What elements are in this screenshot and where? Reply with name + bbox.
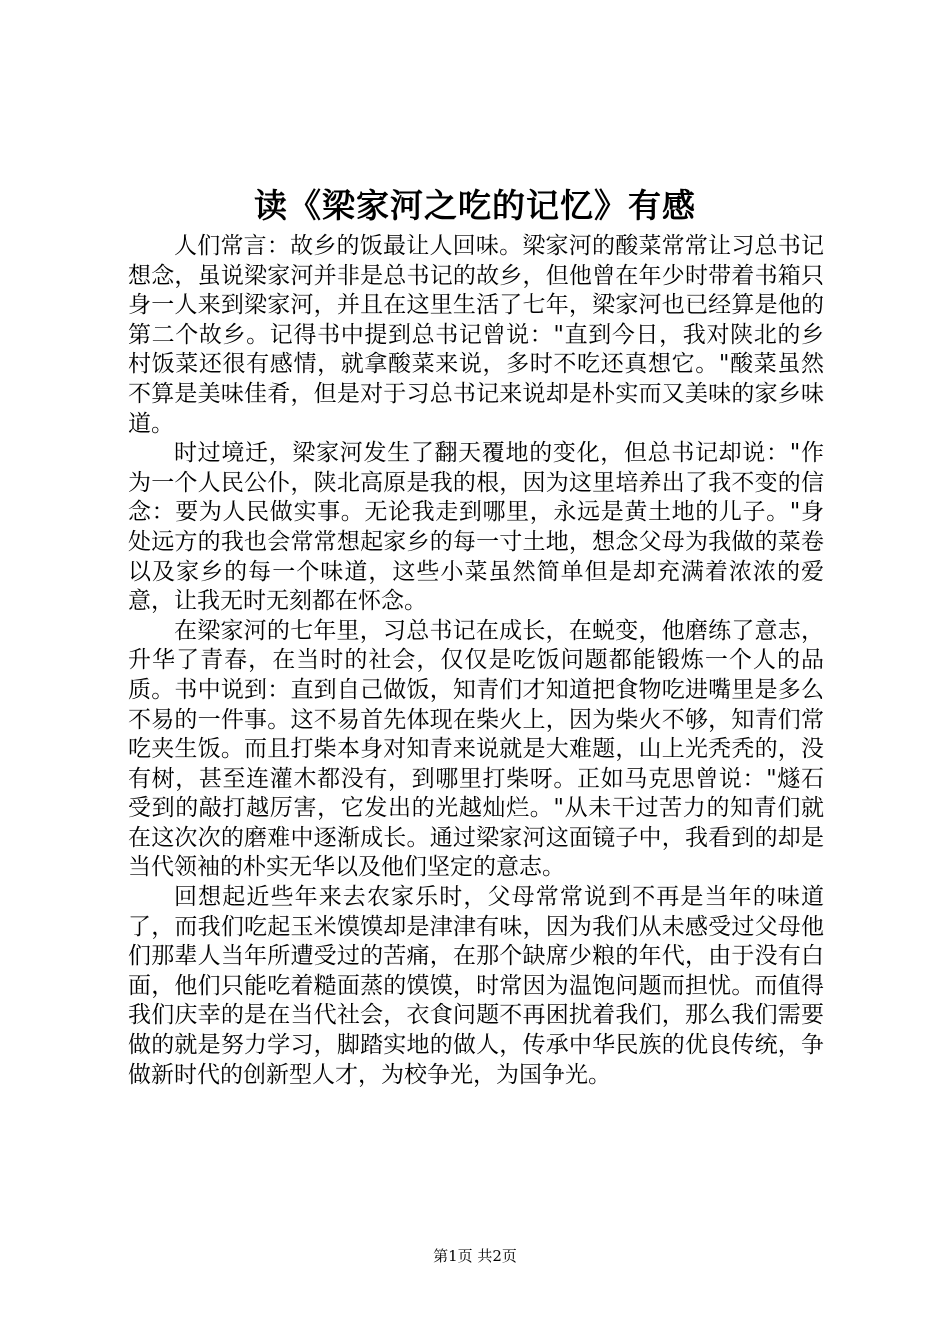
- document-body: [128, 232, 824, 1090]
- document-title: 读《梁家河之吃的记忆》有感: [254, 186, 696, 225]
- paragraph-3: 在梁家河的七年里，习总书记在成长，在蜕变，他磨练了意志，升华了青春，在当时的社会，仅仅是吃饭问题都能锻炼一个人的品质。书中说到：直到自己做饭，知青们才知道把食物吃进嘴里是多么不易的一件事。这不易首先体现在柴火上，因为柴火不够，知青们常吃夹生饭。而且打柴本身对知青来说就是大难题，山上光秃秃的，没有树，甚至连灌木都没有，到哪里打柴呀。正如马克思曾说："燧石受到的敲打越厉害，它发出的光越灿烂。"从未干过苦力的知青们就在这次次的磨难中逐渐成长。通过梁家河这面镜子中，我看到的却是当代领袖的朴实无华以及他们坚定的意志。: [128, 617, 824, 881]
- page-number-footer: 第1页 共2页: [433, 1247, 517, 1265]
- paragraph-4: 回想起近些年来去农家乐时，父母常常说到不再是当年的味道了，而我们吃起玉米馍馍却是津津有味，因为我们从未感受过父母他们那辈人当年所遭受过的苦痛，在那个缺席少粮的年代，由于没有白面，他们只能吃着糙面蒸的馍馍，时常因为温饱问题而担忧。而值得我们庆幸的是在当代社会，衣食问题不再困扰着我们，那么我们需要做的就是努力学习，脚踏实地的做人，传承中华民族的优良传统，争做新时代的创新型人才，为校争光，为国争光。: [128, 884, 824, 1088]
- paragraph-1: 人们常言：故乡的饭最让人回味。梁家河的酸菜常常让习总书记想念，虽说梁家河并非是总书记的故乡，但他曾在年少时带着书箱只身一人来到梁家河，并且在这里生活了七年，梁家河也已经算是他的第二个故乡。记得书中提到总书记曾说："直到今日，我对陕北的乡村饭菜还很有感情，就拿酸菜来说，多时不吃还真想它。"酸菜虽然不算是美味佳肴，但是对于习总书记来说却是朴实而又美味的家乡味道。: [128, 233, 824, 437]
- paragraph-2: 时过境迁，梁家河发生了翻天覆地的变化，但总书记却说："作为一个人民公仆，陕北高原是我的根，因为这里培养出了我不变的信念：要为人民做实事。无论我走到哪里，永远是黄土地的儿子。"身处远方的我也会常常想起家乡的每一寸土地，想念父母为我做的菜卷以及家乡的每一个味道，这些小菜虽然简单但是却充满着浓浓的爱意，让我无时无刻都在怀念。: [128, 440, 824, 615]
